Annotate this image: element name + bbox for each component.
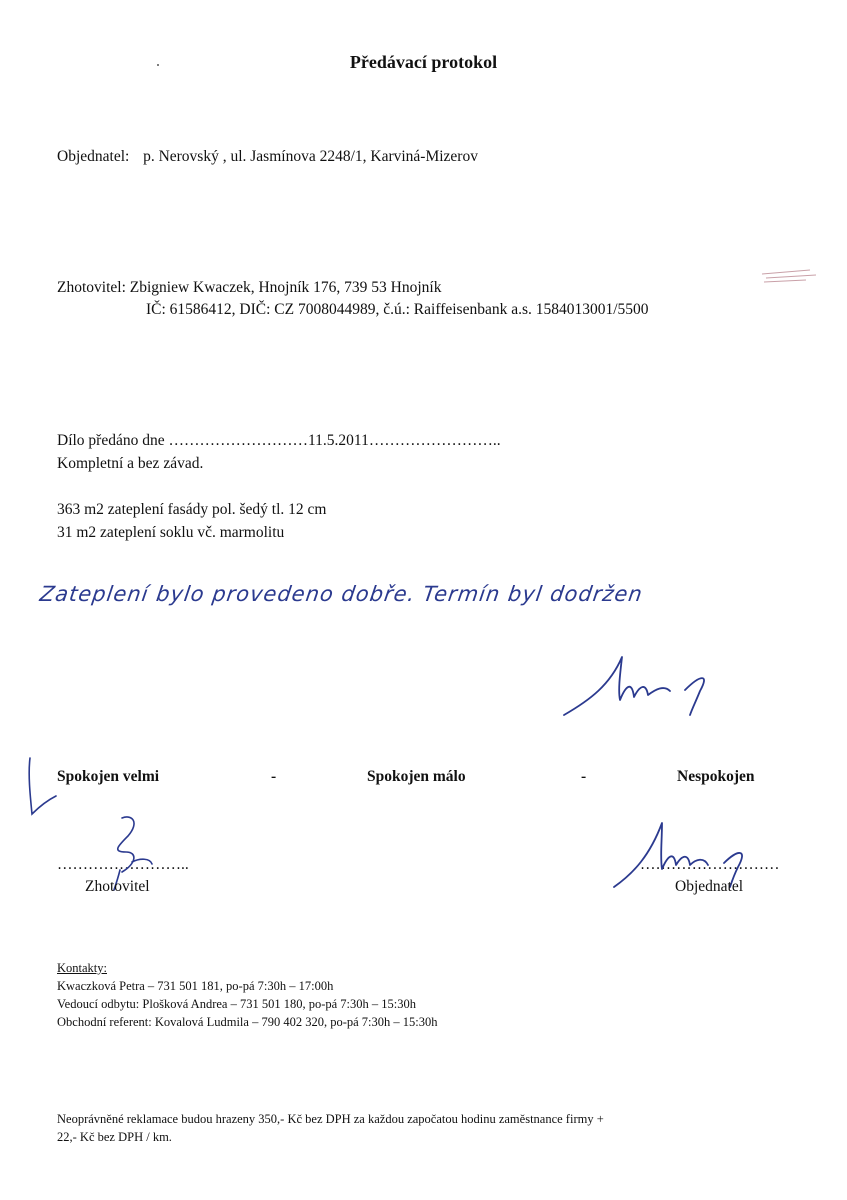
customer-label: Objednatel [675,878,744,895]
customer-signature-dots: ……………………… [640,856,780,873]
contractor-signature-dots: …………………….. [57,856,189,873]
satisfaction-check-mark [18,754,58,820]
option-little-satisfied: Spokojen málo [367,768,466,785]
handwritten-note: Zateplení bylo provedeno dobře. Termín byl dodržen [38,582,645,606]
objednatel-value: p. Nerovský , ul. Jasmínova 2248/1, Karviná-Mizerov [143,148,478,165]
option-not-satisfied: Nespokojen [677,768,755,785]
contact-line-1: Kwaczková Petra – 731 501 181, po-pá 7:30h – 17:00h [57,979,334,993]
scan-mark [760,266,820,290]
contractor-label: Zhotovitel [85,878,150,895]
zhotovitel-label: Zhotovitel: [57,279,126,296]
objednatel-row [57,148,478,166]
handover-status: Kompletní a bez závad. [57,455,204,472]
contact-line-3: Obchodní referent: Kovalová Ludmila – 790 402 320, po-pá 7:30h – 15:30h [57,1015,438,1029]
contacts-heading: Kontakty: [57,961,107,975]
objednatel-label: Objednatel: [57,148,130,165]
customer-signature-upper [560,645,730,720]
work-item-2: 31 m2 zateplení soklu vč. marmolitu [57,524,285,541]
footer-line-1: Neoprávněné reklamace budou hrazeny 350,- Kč bez DPH za každou započatou hodinu zaměstnance firmy + [57,1112,604,1126]
option-separator-2: - [581,768,587,785]
page-title: Předávací protokol [349,52,498,72]
work-item-1: 363 m2 zateplení fasády pol. šedý tl. 12 cm [57,501,327,518]
option-very-satisfied: Spokojen velmi [57,768,160,785]
zhotovitel-line1: Zbigniew Kwaczek, Hnojník 176, 739 53 Hnojník [129,279,442,296]
zhotovitel-row [57,279,441,297]
option-separator-1: - [271,768,277,785]
zhotovitel-line2: IČ: 61586412, DIČ: CZ 7008044989, č.ú.: Raiffeisenbank a.s. 1584013001/5500 [146,301,649,318]
footer-line-2: 22,- Kč bez DPH / km. [57,1130,172,1144]
handover-date-line: Dílo předáno dne ………………………11.5.2011…………………….. [57,432,501,449]
contact-line-2: Vedoucí odbytu: Plošková Andrea – 731 501 180, po-pá 7:30h – 15:30h [57,997,416,1011]
